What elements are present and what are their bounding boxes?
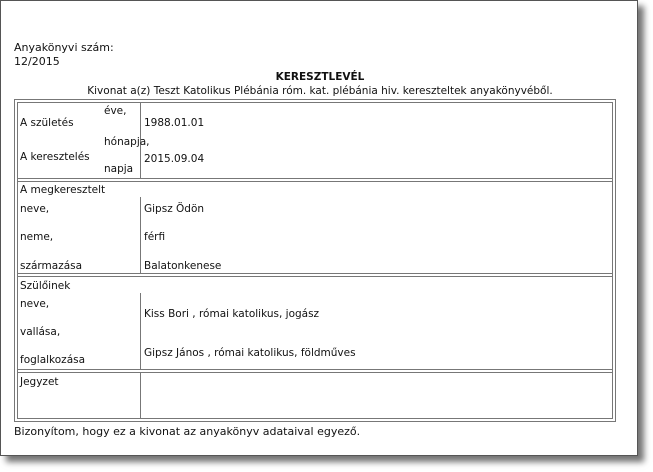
parents-religion-label: vallása, xyxy=(20,326,61,338)
father-value: Gipsz János , római katolikus, földműves xyxy=(144,347,356,359)
registry-label: Anyakönyvi szám: xyxy=(14,41,114,54)
row-divider xyxy=(17,369,613,370)
parents-name-label: neve, xyxy=(20,298,50,310)
certification-text: Bizonyítom, hogy ez a kivonat az anyakönyv adataival egyező. xyxy=(14,425,361,438)
birth-label: A születés xyxy=(20,117,74,129)
parents-heading: Szülőinek xyxy=(20,280,71,292)
document-title: KERESZTLEVÉL xyxy=(275,71,365,83)
baptized-name-label: neve, xyxy=(20,203,50,215)
baptized-gender-value: férfi xyxy=(144,231,166,243)
baptized-name-value: Gipsz Ödön xyxy=(144,203,205,215)
row-divider xyxy=(17,181,613,182)
row-divider xyxy=(17,276,613,277)
row-divider xyxy=(17,273,613,274)
column-divider xyxy=(140,293,141,369)
column-divider xyxy=(140,197,141,273)
row-divider xyxy=(17,372,613,373)
birth-date-value: 1988.01.01 xyxy=(144,117,205,129)
baptism-date-value: 2015.09.04 xyxy=(144,153,205,165)
registry-number: 12/2015 xyxy=(14,55,60,68)
row-divider xyxy=(17,178,613,179)
baptized-heading: A megkeresztelt xyxy=(20,184,106,196)
month-label: hónapja, xyxy=(104,136,150,148)
baptized-gender-label: neme, xyxy=(20,231,54,243)
document-subtitle: Kivonat a(z) Teszt Katolikus Plébánia róm. kat. plébánia hiv. kereszteltek anyakönyvéből. xyxy=(87,85,553,97)
parents-occupation-label: foglalkozása xyxy=(20,354,86,366)
baptized-origin-value: Balatonkenese xyxy=(144,260,222,272)
day-label: napja xyxy=(104,163,134,175)
baptized-origin-label: származása xyxy=(20,260,83,272)
notes-label: Jegyzet xyxy=(20,376,59,388)
column-divider xyxy=(140,372,141,419)
baptism-label: A keresztelés xyxy=(20,151,90,163)
mother-value: Kiss Bori , római katolikus, jogász xyxy=(144,308,320,320)
year-label: éve, xyxy=(104,105,127,117)
